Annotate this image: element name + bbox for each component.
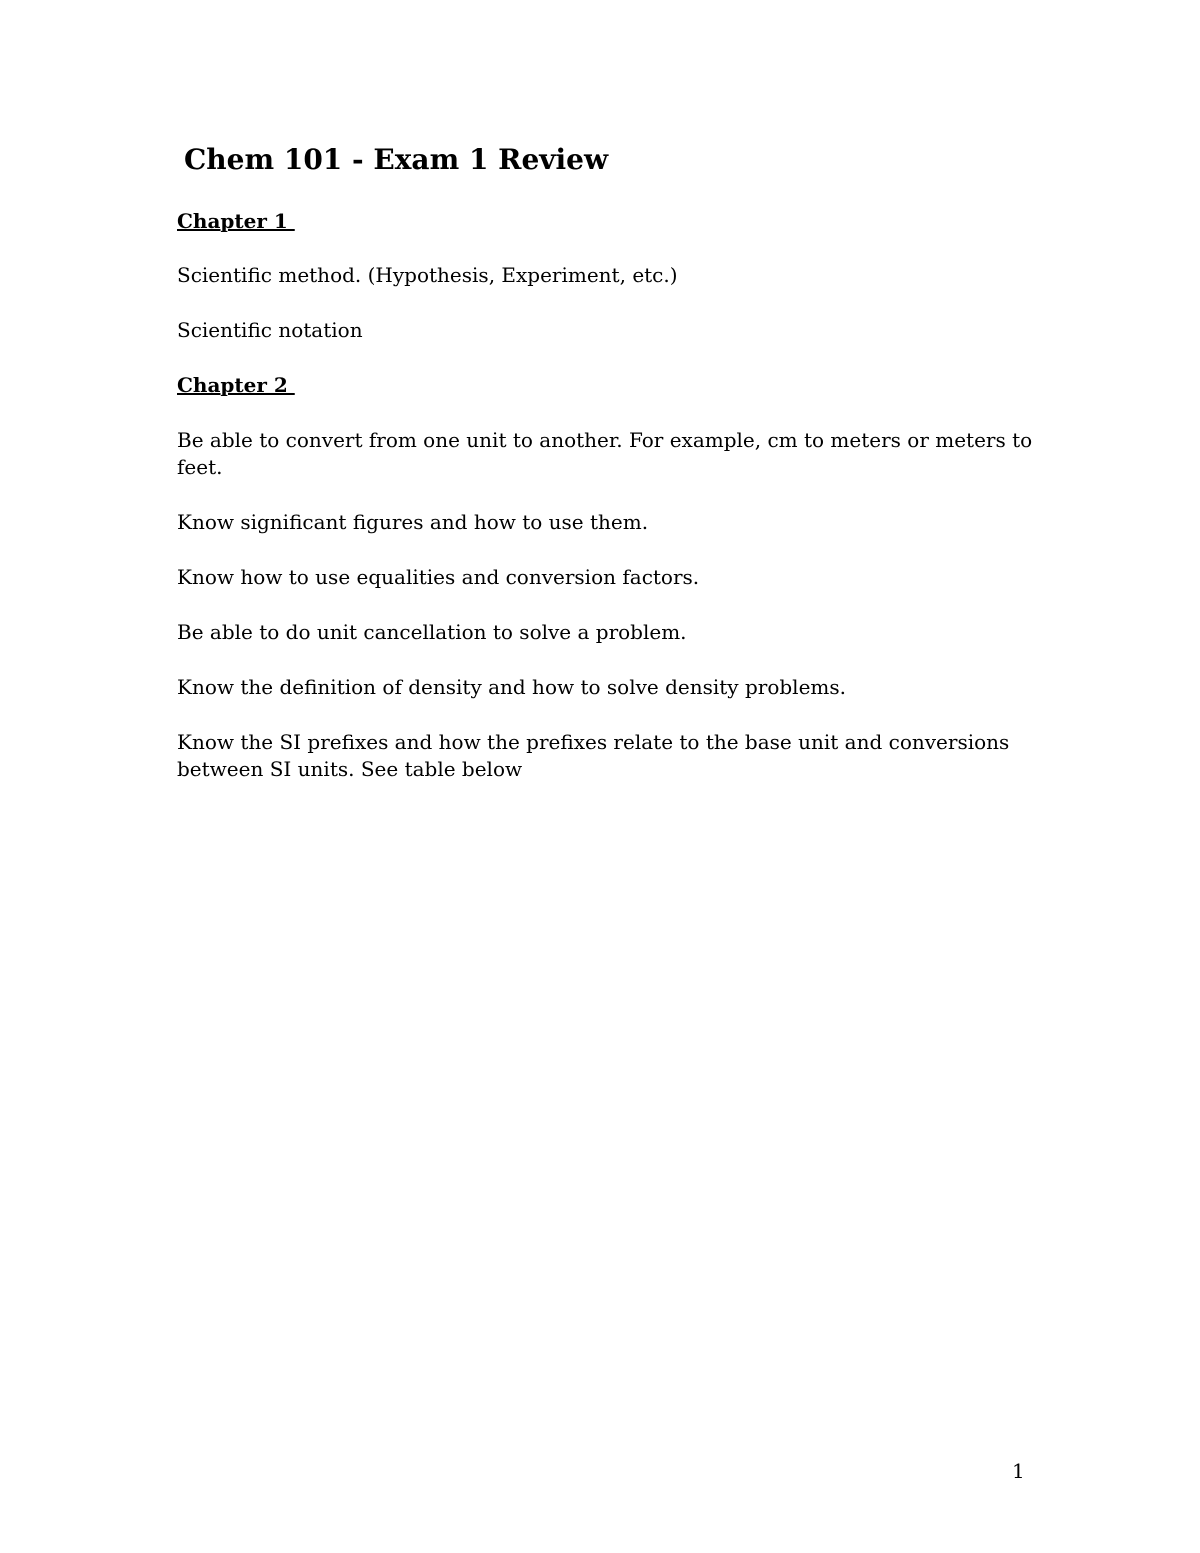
chapter-2-item: Be able to do unit cancellation to solve a problem. <box>177 620 687 644</box>
document-title: Chem 101 - Exam 1 Review <box>184 143 609 176</box>
page-number: 1 <box>1012 1459 1025 1483</box>
chapter-1-heading: Chapter 1 <box>177 209 295 233</box>
chapter-2-item: Know the SI prefixes and how the prefixes relate to the base unit and conversions between SI units. See table below <box>177 730 1010 781</box>
chapter-2-item: Know the definition of density and how to solve density problems. <box>177 675 846 699</box>
chapter-2-item: Know how to use equalities and conversion factors. <box>177 565 700 589</box>
document-body <box>177 142 1037 783</box>
chapter-2-item: Know significant figures and how to use them. <box>177 510 649 534</box>
chapter-1-item: Scientific method. (Hypothesis, Experiment, etc.) <box>177 263 678 287</box>
chapter-1-item: Scientific notation <box>177 318 363 342</box>
chapter-2-heading: Chapter 2 <box>177 373 295 397</box>
chapter-2-item: Be able to convert from one unit to another. For example, cm to meters or meters to feet. <box>177 428 1033 479</box>
